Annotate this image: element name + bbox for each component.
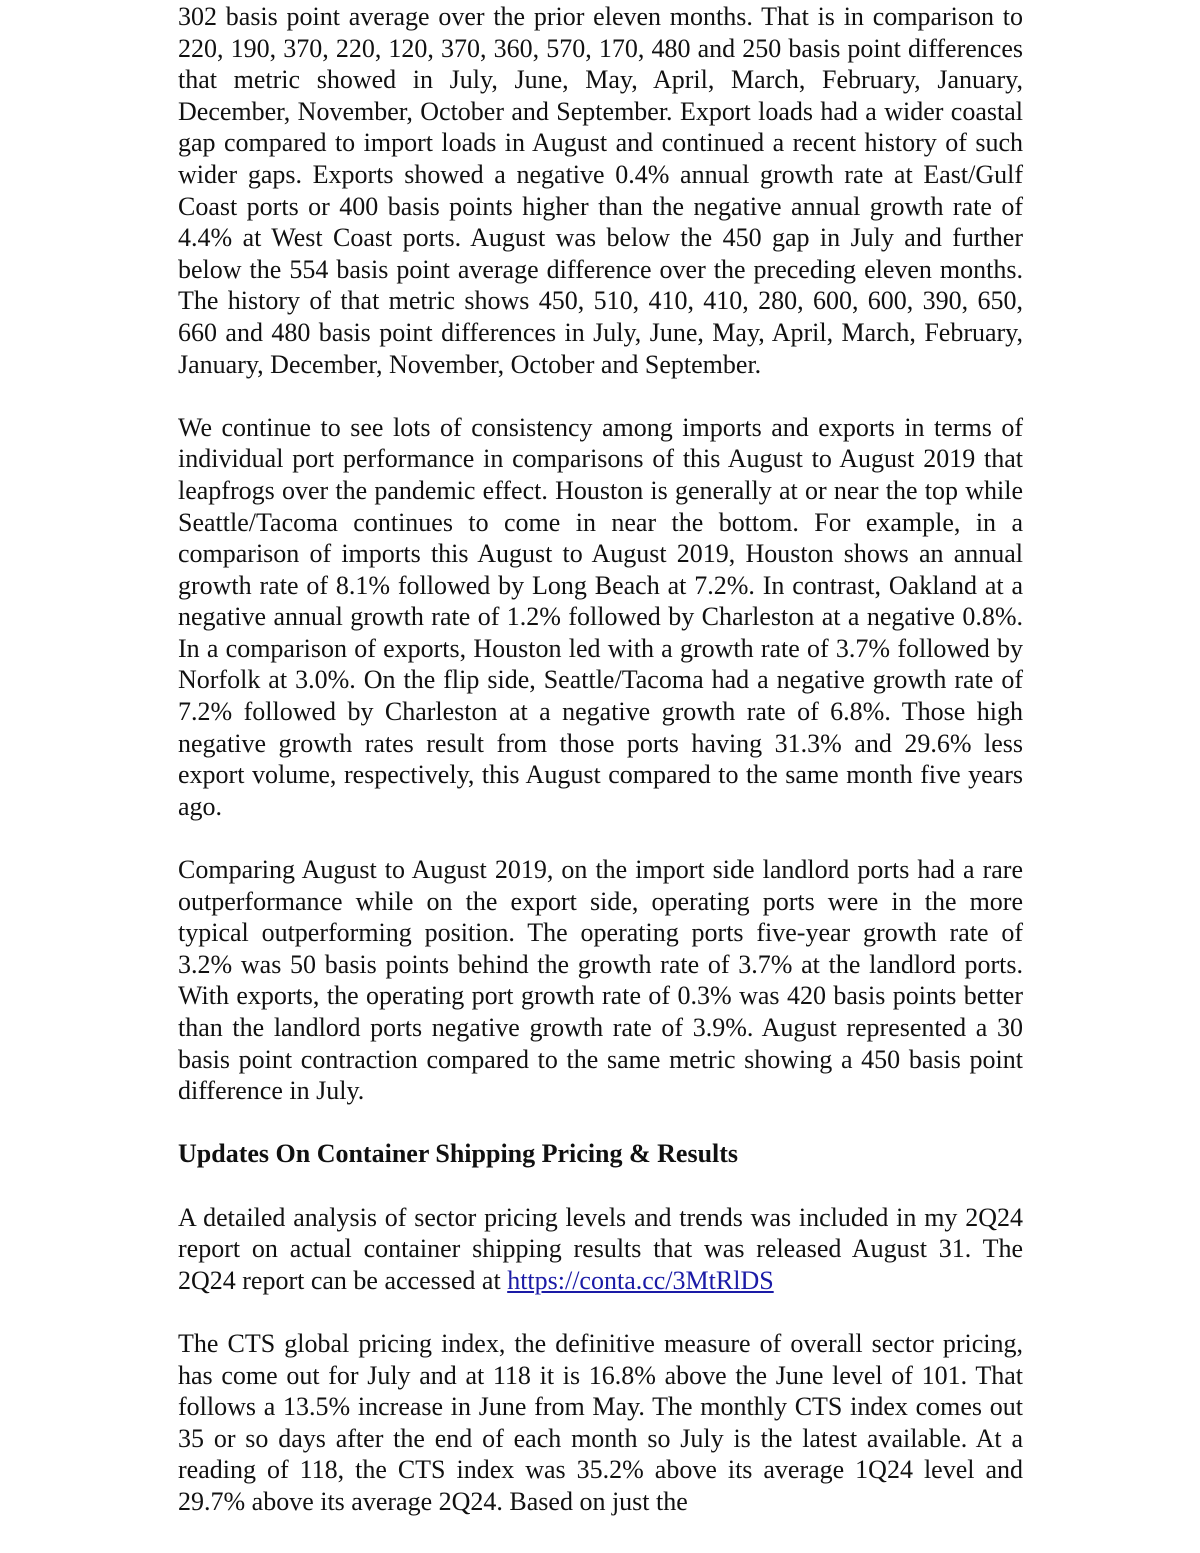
paragraph-coastal-gap: 302 basis point average over the prior eleven months. That is in comparison to 220, 190, 370, 220, 120, 370, 360, 570, 170, 480 and 250 basis point differences that metric showed in July, June, May, April, March, February, January, December, November, October and September. Export loads had a wider coastal gap compared to import loads in August and continued a recent history of such wider gaps. Exports showed a negative 0.4% annual growth rate at East/Gulf Coast ports or 400 basis points higher than the negative annual growth rate of 4.4% at West Coast ports. August was below the 450 gap in July and further below the 554 basis point average difference over the preceding eleven months. The history of that metric shows 450, 510, 410, 410, 280, 600, 600, 390, 650, 660 and 480 basis point differences in July, June, May, April, March, February, January, December, November, October and September.: [178, 2, 1023, 379]
paragraph-cts-index: The CTS global pricing index, the definitive measure of overall sector pricing, has come out for July and at 118 it is 16.8% above the June level of 101. That follows a 13.5% increase in June from May. The monthly CTS index comes out 35 or so days after the end of each month so July is the latest available. At a reading of 118, the CTS index was 35.2% above its average 1Q24 level and 29.7% above its average 2Q24. Based on just the: [178, 1328, 1023, 1516]
report-link[interactable]: https://conta.cc/3MtRlDS: [507, 1265, 774, 1295]
document-page: [178, 1, 1023, 1549]
paragraph-port-performance: We continue to see lots of consistency among imports and exports in terms of individual port performance in comparisons of this August to August 2019 that leapfrogs over the pandemic effect. Houston is generally at or near the top while Seattle/Tacoma continues to come in near the bottom. For example, in a comparison of imports this August to August 2019, Houston shows an annual growth rate of 8.1% followed by Long Beach at 7.2%. In contrast, Oakland at a negative annual growth rate of 1.2% followed by Charleston at a negative 0.8%. In a comparison of exports, Houston led with a growth rate of 3.7% followed by Norfolk at 3.0%. On the flip side, Seattle/Tacoma had a negative growth rate of 7.2% followed by Charleston at a negative growth rate of 6.8%. Those high negative growth rates result from those ports having 31.3% and 29.6% less export volume, respectively, this August compared to the same month five years ago.: [178, 412, 1023, 821]
section-heading-pricing-results: Updates On Container Shipping Pricing & Results: [178, 1139, 739, 1169]
report-reference-text: A detailed analysis of sector pricing levels and trends was included in my 2Q24 report on actual container shipping results that was released August 31. The 2Q24 report can be accessed at: [178, 1202, 1023, 1295]
paragraph-report-reference: [178, 1202, 1023, 1297]
paragraph-landlord-operating: Comparing August to August 2019, on the import side landlord ports had a rare outperformance while on the export side, operating ports were in the more typical outperforming position. The operating ports five-year growth rate of 3.2% was 50 basis points behind the growth rate of 3.7% at the landlord ports. With exports, the operating port growth rate of 0.3% was 420 basis points better than the landlord ports negative growth rate of 3.9%. August represented a 30 basis point contraction compared to the same metric showing a 450 basis point difference in July.: [178, 855, 1023, 1106]
